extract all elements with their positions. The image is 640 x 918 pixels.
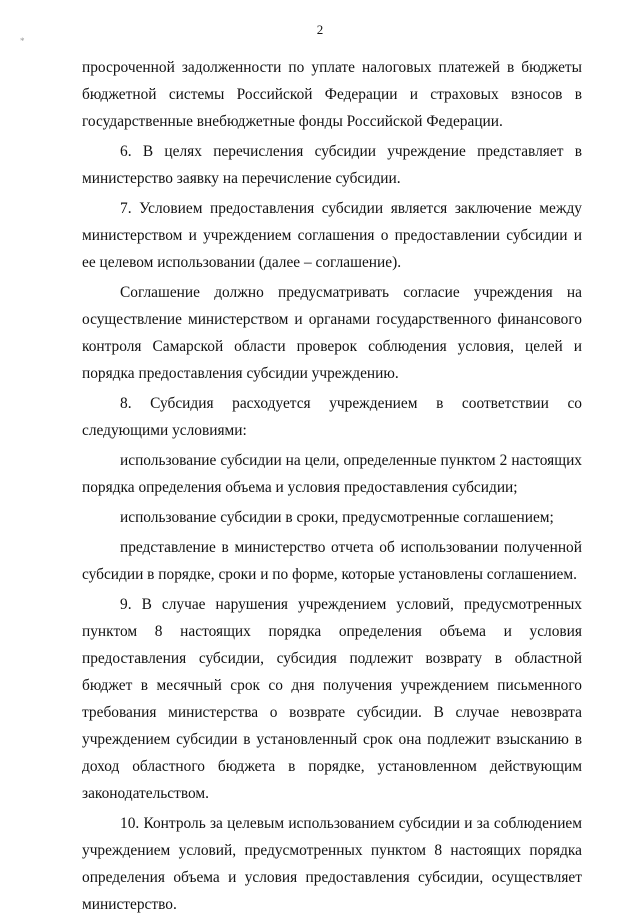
paragraph-condition-1: использование субсидии на цели, определенные пунктом 2 настоящих порядка определения объема и условия предоставления субсидии; [82, 452, 582, 496]
paragraph-item-10: 10. Контроль за целевым использованием субсидии и за соблюдением учреждением условий, предусмотренных пунктом 8 настоящих порядка определения объема и условия предоставления субсидии, осуществляет министерство. [82, 815, 582, 913]
paragraph-item-8: 8. Субсидия расходуется учреждением в соответствии со следующими условиями: [82, 395, 582, 439]
corner-mark: * [20, 36, 25, 46]
paragraph-condition-2: использование субсидии в сроки, предусмотренные соглашением; [120, 509, 554, 526]
page-number: 2 [316, 22, 324, 37]
paragraph-agreement: Соглашение должно предусматривать согласие учреждения на осуществление министерством и органами государственного финансового контроля Самарской области проверок соблюдения условия, целей и порядка предоставления субсидии учреждению. [82, 284, 582, 382]
paragraph-continuation: просроченной задолженности по уплате налоговых платежей в бюджеты бюджетной системы Российской Федерации и страховых взносов в государственные внебюджетные фонды Российской Федерации. [82, 59, 582, 130]
paragraph-condition-3: представление в министерство отчета об использовании полученной субсидии в порядке, сроки и по форме, которые установлены соглашением. [82, 539, 582, 583]
paragraph-item-7: 7. Условием предоставления субсидии является заключение между министерством и учреждением соглашения о предоставлении субсидии и ее целевом использовании (далее – соглашение). [82, 200, 582, 271]
paragraph-item-9: 9. В случае нарушения учреждением условий, предусмотренных пунктом 8 настоящих порядка определения объема и условия предоставления субсидии, субсидия подлежит возврату в областной бюджет в месячный срок со дня получения учреждением письменного требования министерства о возврате субсидии. В случае невозврата учреждением субсидии в установленный срок она подлежит взысканию в доход областного бюджета в порядке, установленном действующим законодательством. [82, 596, 582, 802]
paragraph-item-6: 6. В целях перечисления субсидии учреждение представляет в министерство заявку на перечисление субсидии. [82, 143, 582, 187]
document-body [82, 54, 582, 918]
